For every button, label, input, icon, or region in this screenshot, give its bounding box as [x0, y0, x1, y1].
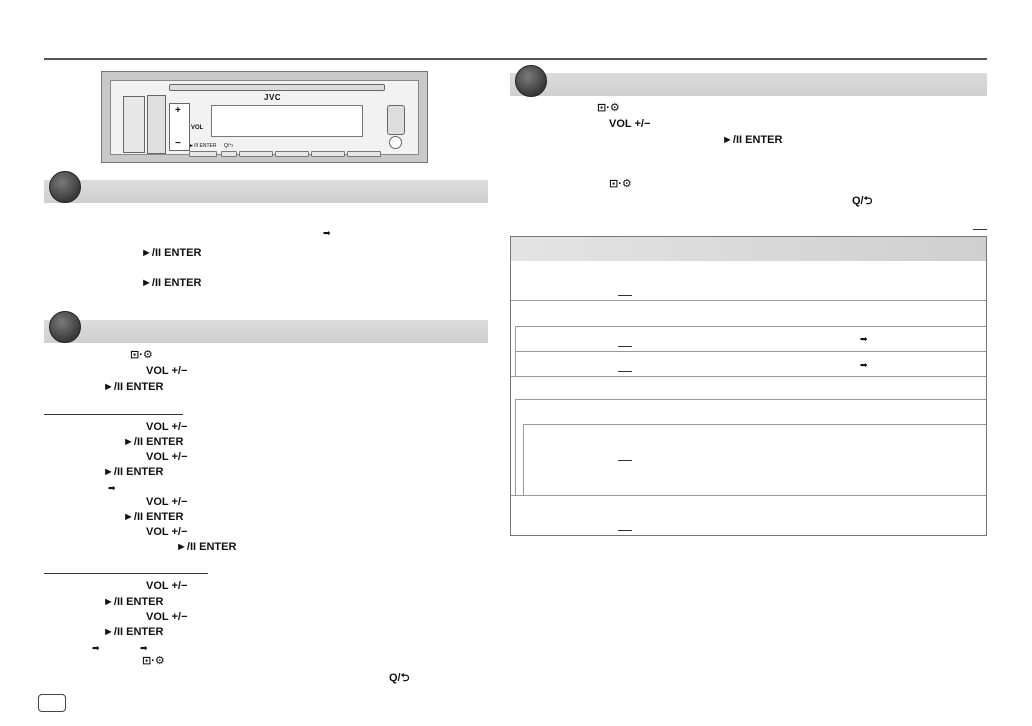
arrow-icon: ➡ [108, 483, 116, 493]
display-settings-icon: ⊡·⚙ [142, 655, 165, 667]
default-marker [618, 346, 632, 347]
disc-slot [169, 84, 385, 91]
search-back-icon: Q/⮌ [389, 672, 410, 684]
section-header-1 [44, 180, 488, 203]
preset-button [239, 151, 273, 157]
source-panel [147, 95, 166, 154]
arrow-icon: ➡ [92, 643, 100, 653]
play-enter-icon: ►/II ENTER [103, 381, 164, 393]
step-circle-2 [49, 311, 81, 343]
default-marker [618, 530, 632, 531]
play-enter-icon: ►/II ENTER [722, 134, 783, 146]
preset-button [189, 151, 217, 157]
vol-minus-icon: − [175, 138, 181, 149]
play-enter-icon: ►/II ENTER [103, 596, 164, 608]
search-back-label: Q/⮌ [224, 143, 234, 149]
play-enter-icon: ►/II ENTER [103, 466, 164, 478]
table-row-divider [515, 326, 986, 327]
table-row-divider [515, 351, 986, 352]
play-enter-icon: ►/II ENTER [123, 436, 184, 448]
faceplate [110, 80, 419, 155]
vol-icon: VOL +/− [146, 365, 188, 377]
table-row-divider [523, 424, 986, 425]
car-stereo-illustration [101, 71, 428, 163]
volume-knob [169, 103, 190, 151]
table-row-divider [511, 376, 986, 377]
subsection-rule [44, 414, 183, 415]
vol-icon: VOL +/− [146, 580, 188, 592]
step-circle-3 [515, 65, 547, 97]
section-header-2 [44, 320, 488, 343]
display-settings-icon: ⊡·⚙ [130, 349, 153, 361]
default-marker [973, 229, 987, 230]
preset-button [311, 151, 345, 157]
default-marker [618, 371, 632, 372]
play-enter-icon: ►/II ENTER [141, 277, 202, 289]
display-settings-icon: ⊡·⚙ [597, 102, 620, 114]
play-enter-icon: ►/II ENTER [141, 247, 202, 259]
preset-button [275, 151, 309, 157]
default-marker [618, 460, 632, 461]
usb-port [387, 105, 405, 135]
play-enter-label: ►/II ENTER [189, 143, 217, 149]
table-header [511, 237, 986, 261]
vol-icon: VOL +/− [146, 611, 188, 623]
table-indent-line [515, 399, 516, 495]
display-window [211, 105, 363, 137]
table-indent-line [523, 424, 524, 495]
arrow-icon: ➡ [860, 360, 868, 370]
table-row-divider [511, 300, 986, 301]
vol-plus-icon: + [175, 105, 181, 116]
detach-panel [123, 96, 145, 153]
table-row-divider [511, 495, 986, 496]
play-enter-icon: ►/II ENTER [176, 541, 237, 553]
settings-table [510, 236, 987, 536]
brand-logo: JVC [264, 93, 282, 102]
section-header-3 [510, 73, 987, 96]
subsection-rule [44, 573, 208, 574]
arrow-icon: ➡ [860, 334, 868, 344]
arrow-icon: ➡ [140, 643, 148, 653]
page-number-box [38, 694, 66, 712]
vol-icon: VOL +/− [146, 496, 188, 508]
top-rule [44, 58, 987, 60]
preset-button [221, 151, 237, 157]
preset-button [347, 151, 381, 157]
play-enter-icon: ►/II ENTER [103, 626, 164, 638]
search-back-icon: Q/⮌ [852, 195, 873, 207]
vol-label: VOL [191, 125, 204, 131]
aux-jack [389, 136, 402, 149]
vol-icon: VOL +/− [146, 526, 188, 538]
table-row-divider [515, 399, 986, 400]
step-circle-1 [49, 171, 81, 203]
play-enter-icon: ►/II ENTER [123, 511, 184, 523]
arrow-icon: ➡ [323, 228, 331, 238]
vol-icon: VOL +/− [146, 451, 188, 463]
vol-icon: VOL +/− [146, 421, 188, 433]
vol-icon: VOL +/− [609, 118, 651, 130]
display-settings-icon: ⊡·⚙ [609, 178, 632, 190]
default-marker [618, 295, 632, 296]
